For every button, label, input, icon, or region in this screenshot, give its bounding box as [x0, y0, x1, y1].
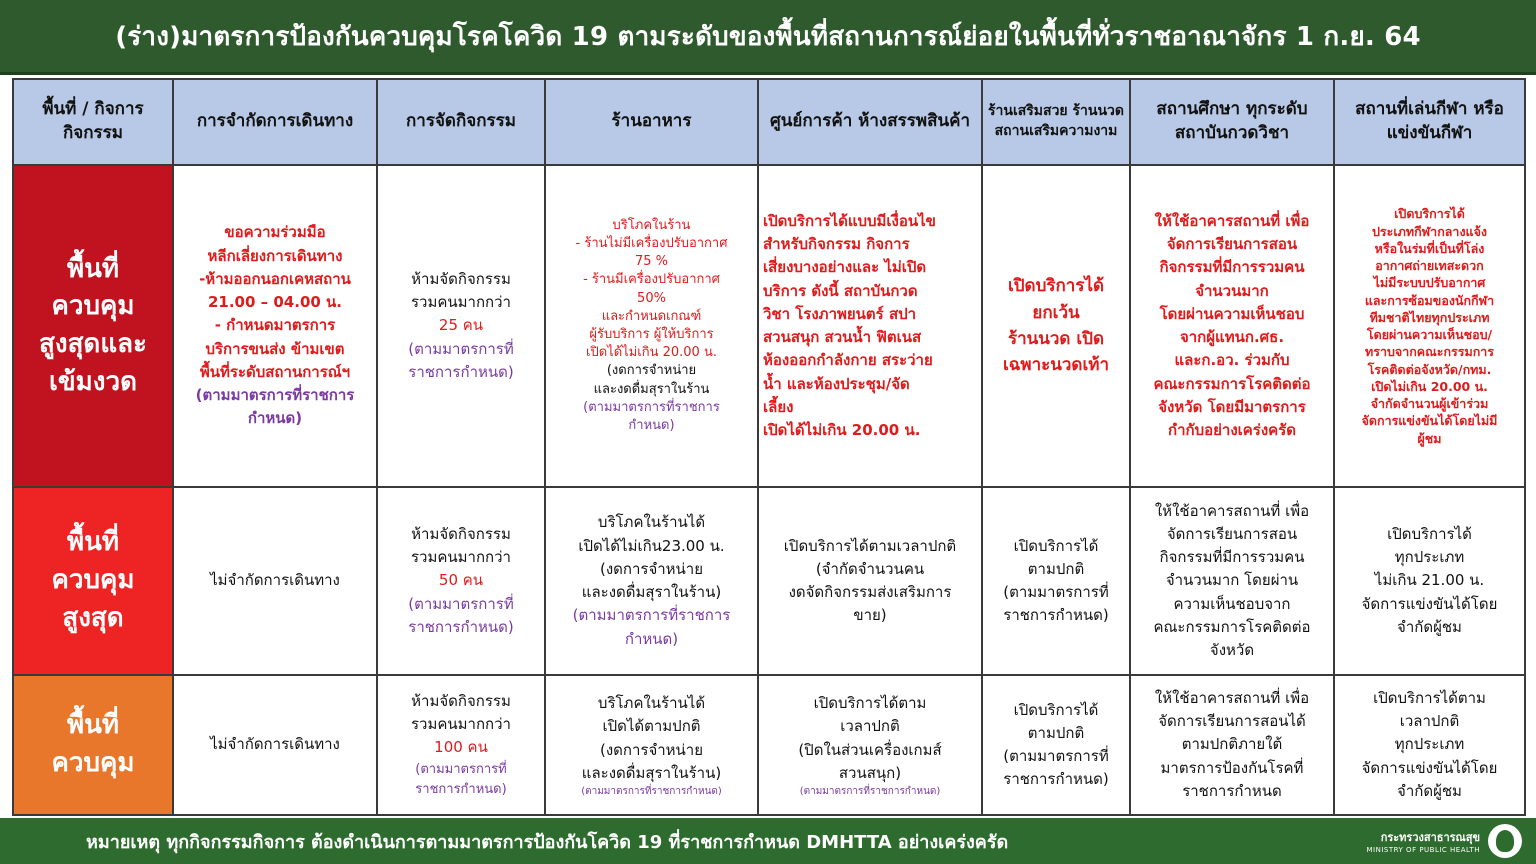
ministry-logo-icon	[1488, 824, 1522, 858]
cell-line: บริโภคในร้าน	[612, 217, 691, 233]
cell-line: จำกัดผู้ชม	[1397, 781, 1462, 800]
cell-line: บริการ ดังนี้ สถาบันกวด	[763, 281, 918, 300]
ministry-name-en: MINISTRY OF PUBLIC HEALTH	[1366, 846, 1480, 854]
cell-line: อากาศถ่ายเทสะดวก	[1375, 258, 1484, 273]
cell-line: เวลาปกติ	[1399, 712, 1460, 731]
cell-line: โดยผ่านความเห็นชอบ	[1159, 304, 1305, 323]
cell-line: โดยผ่านความเห็นชอบ/	[1366, 327, 1493, 342]
cell-line: 50 คน	[438, 571, 484, 590]
travel-cell	[173, 487, 377, 675]
activity-cell	[377, 487, 545, 675]
cell-line: ราชการกำหนด)	[408, 617, 514, 636]
cell-line: เปิดบริการได้	[1013, 700, 1099, 719]
cell-line: พื้นที่	[66, 253, 120, 284]
cell-line: ตามปกติภายใต้	[1181, 735, 1283, 754]
cell-line: คณะกรรมการโรคติดต่อ	[1153, 374, 1311, 393]
cell-line: จำกัดจำนวนผู้เข้าร่วม	[1370, 396, 1489, 411]
activity-cell	[377, 675, 545, 815]
ministry-badge	[1367, 822, 1522, 860]
cell-line: สูงสุดและ	[39, 329, 147, 359]
cell-line: ห้ามจัดกิจกรรม	[411, 691, 511, 710]
header-mall: ศูนย์การค้า ห้างสรรพสินค้า	[758, 79, 982, 165]
header-area: พื้นที่ / กิจการ กิจกรรม	[13, 79, 173, 165]
beauty-cell	[982, 165, 1130, 487]
cell-line: เปิดบริการได้	[1007, 276, 1105, 297]
cell-line: วิชา โรงภาพยนตร์ สปา	[763, 304, 917, 323]
activity-cell	[377, 165, 545, 487]
header-school: สถานศึกษา ทุกระดับ สถาบันกวดวิชา	[1130, 79, 1334, 165]
cell-line: เลี้ยง	[763, 397, 794, 416]
cell-line: ยกเว้น	[1032, 302, 1080, 323]
cell-line: ให้ใช้อาคารสถานที่ เพื่อ	[1154, 211, 1310, 230]
cell-line: 100 คน	[434, 738, 488, 757]
cell-line: รวมคนมากกว่า	[411, 548, 511, 567]
zone-highest-cell	[13, 487, 173, 675]
cell-line: ไม่มีระบบปรับอากาศ	[1373, 275, 1486, 291]
cell-line: ผู้ชม	[1417, 430, 1442, 446]
cell-line: ควบคุม	[51, 291, 135, 322]
cell-line: กำหนด)	[247, 409, 303, 428]
cell-line: ให้ใช้อาคารสถานที่ เพื่อ	[1154, 688, 1310, 707]
cell-line: ควบคุม	[51, 748, 135, 778]
travel-cell	[173, 165, 377, 487]
cell-line: ห้ามจัดกิจกรรม	[411, 269, 511, 288]
cell-line: และกำหนดเกณฑ์	[601, 308, 702, 324]
cell-line: (ตามมาตรการที่	[1003, 747, 1109, 765]
cell-line: จัดการแข่งขันได้โดย	[1361, 758, 1498, 777]
cell-line: ตามปกติ	[1027, 559, 1085, 578]
cell-line: (ตามมาตรการที่ราชการ	[572, 606, 731, 625]
ministry-name-th: กระทรวงสาธารณสุข	[1380, 831, 1480, 844]
cell-line: - กำหนดมาตรการ	[214, 316, 336, 335]
cell-line: และก.อว. ร่วมกับ	[1174, 351, 1290, 370]
mall-cell	[758, 165, 982, 487]
cell-line: เวลาปกติ	[840, 717, 900, 736]
cell-line: จำกัดผู้ชม	[1397, 617, 1462, 636]
cell-line: ทีมชาติไทยทุกประเภท	[1369, 309, 1490, 325]
cell-line: ความเห็นชอบจาก	[1173, 594, 1291, 613]
cell-line: บริการขนส่ง ข้ามเขต	[205, 339, 345, 358]
cell-line: (จำกัดจำนวนคน	[815, 559, 925, 578]
sport-cell	[1334, 165, 1525, 487]
cell-line: และการซ้อมของนักกีฬา	[1364, 292, 1495, 308]
header-beauty: ร้านเสริมสวย ร้านนวด สถานเสริมความงาม	[982, 79, 1130, 165]
cell-line: พื้นที่	[66, 710, 120, 741]
cell-line: น้ำ และห้องประชุม/จัด	[763, 374, 910, 393]
cell-line: สำหรับกิจกรรม กิจการ	[763, 235, 910, 253]
cell-line: สวนสนุก)	[838, 763, 902, 782]
cell-line: จัดการเรียนการสอน	[1166, 235, 1298, 253]
measures-table-wrapper	[12, 78, 1524, 816]
cell-line: ไม่จำกัดการเดินทาง	[210, 571, 340, 590]
cell-line: -ห้ามออกนอกเคหสถาน	[199, 269, 351, 288]
zone-highest-strict-cell	[13, 165, 173, 487]
header-sport: สถานที่เล่นกีฬา หรือแข่งขันกีฬา	[1334, 79, 1525, 165]
cell-line: (ตามมาตรการที่ราชการกำหนด)	[581, 786, 722, 797]
restaurant-cell	[545, 165, 758, 487]
cell-line: สูงสุด	[62, 602, 124, 633]
beauty-cell	[982, 675, 1130, 815]
cell-line: (งดการจำหน่าย	[606, 363, 697, 379]
cell-line: พื้นที่ระดับสถานการณ์ฯ	[199, 362, 351, 381]
cell-line: จังหวัด โดยมีมาตรการ	[1158, 397, 1306, 416]
cell-line: บริโภคในร้านได้	[597, 694, 706, 712]
footer-note	[0, 818, 1536, 864]
cell-line: จำนวนมาก โดยผ่าน	[1165, 571, 1299, 590]
cell-line: เฉพาะนวดเท้า	[1002, 355, 1110, 376]
cell-line: 75 %	[634, 254, 669, 270]
cell-line: (งดการจำหน่าย	[599, 740, 704, 759]
travel-cell	[173, 675, 377, 815]
cell-line: (ตามมาตรการที่ราชการ	[583, 399, 720, 415]
cell-line: ขอความร่วมมือ	[224, 223, 326, 242]
cell-line: ผู้รับบริการ ผู้ให้บริการ	[589, 327, 714, 342]
page-title-bar	[0, 0, 1536, 75]
measures-table	[12, 78, 1526, 816]
cell-line: เปิดได้ไม่เกิน23.00 น.	[578, 536, 725, 555]
sport-cell	[1334, 675, 1525, 815]
school-cell	[1130, 165, 1334, 487]
cell-line: - ร้านไม่มีเครื่องปรับอากาศ	[575, 236, 728, 252]
cell-line: (ตามมาตรการที่	[408, 594, 514, 613]
cell-line: เปิดได้ตามปกติ	[602, 717, 701, 736]
zone-control-cell	[13, 675, 173, 815]
cell-line: กำหนด)	[624, 629, 679, 648]
cell-line: (ตามมาตรการที่	[408, 339, 514, 358]
footer-text: หมายเหตุ ทุกกิจกรรมกิจการ ต้องดำเนินการตามมาตรการป้องกันโควิด 19 ที่ราชการกำหนด DMHTTA อย่างเคร่งครัด	[86, 831, 1009, 853]
cell-line: รวมคนมากกว่า	[411, 293, 511, 312]
restaurant-cell	[545, 675, 758, 815]
cell-line: ทุกประเภท	[1394, 548, 1465, 567]
cell-line: หรือในร่มที่เป็นที่โล่ง	[1374, 240, 1485, 256]
cell-line: ขาย)	[853, 606, 887, 625]
table-row-highest	[13, 487, 1525, 675]
cell-line: ประเภทกีฬากลางแจ้ง	[1371, 223, 1488, 239]
cell-line: ไม่จำกัดการเดินทาง	[210, 735, 340, 754]
cell-line: ตามปกติ	[1027, 723, 1085, 742]
cell-line: ราชการกำหนด)	[1003, 606, 1109, 625]
cell-line: ราชการกำหนด)	[1003, 770, 1109, 789]
cell-line: งดจัดกิจกรรมส่งเสริมการ	[788, 583, 952, 601]
cell-line: โรคติดต่อจังหวัด/กทม.	[1367, 361, 1492, 377]
school-cell	[1130, 675, 1334, 815]
cell-line: ทุกประเภท	[1394, 735, 1465, 754]
cell-line: และงดดื่มสุราในร้าน)	[581, 763, 722, 782]
cell-line: ราชการกำหนด)	[415, 781, 507, 797]
restaurant-cell	[545, 487, 758, 675]
cell-line: (ตามมาตรการที่	[1003, 583, 1109, 601]
cell-line: จากผู้แทนก.ศธ.	[1179, 328, 1285, 346]
cell-line: 25 คน	[438, 316, 484, 335]
cell-line: เปิดบริการได้	[1387, 524, 1472, 543]
cell-line: สวนสนุก สวนน้ำ ฟิตเนส	[763, 328, 922, 346]
sport-cell	[1334, 487, 1525, 675]
cell-line: รวมคนมากกว่า	[411, 715, 511, 734]
cell-line: จัดการแข่งขันได้โดย	[1361, 594, 1498, 613]
cell-line: และงดดื่มสุราในร้าน	[593, 381, 710, 397]
cell-line: 50%	[637, 290, 666, 306]
cell-line: (ตามมาตรการที่ราชการกำหนด)	[799, 786, 941, 797]
cell-line: (งดการจำหน่าย	[599, 559, 704, 578]
cell-line: ให้ใช้อาคารสถานที่ เพื่อ	[1154, 501, 1310, 520]
cell-line: จังหวัด	[1209, 641, 1255, 660]
mall-cell	[758, 675, 982, 815]
cell-line: (ปิดในส่วนเครื่องเกมส์	[798, 740, 942, 759]
page-title: (ร่าง)มาตรการป้องกันควบคุมโรคโควิด 19 ตามระดับของพื้นที่สถานการณ์ย่อยในพื้นที่ทั่วราชอาณาจักร 1 ก.ย. 64	[115, 21, 1421, 52]
cell-line: เปิดได้ไม่เกิน 20.00 น.	[586, 345, 717, 361]
cell-line: และงดดื่มสุราในร้าน)	[581, 583, 722, 601]
cell-line: พื้นที่	[66, 527, 120, 558]
cell-line: เสี่ยงบางอย่างและ ไม่เปิด	[763, 258, 927, 277]
cell-line: บริโภคในร้านได้	[597, 513, 706, 532]
table-row-highest-strict	[13, 165, 1525, 487]
cell-line: เปิดบริการได้ตามเวลาปกติ	[783, 536, 957, 555]
cell-line: จัดการแข่งขันได้โดยไม่มี	[1361, 413, 1498, 429]
cell-line: (ตามมาตรการที่ราชการ	[195, 386, 355, 405]
cell-line: กำกับอย่างเคร่งครัด	[1167, 421, 1297, 439]
cell-line: เข้มงวด	[49, 366, 137, 397]
cell-line: เปิดบริการได้ตาม	[1373, 688, 1486, 707]
cell-line: หลีกเลี่ยงการเดินทาง	[207, 246, 343, 265]
school-cell	[1130, 487, 1334, 675]
cell-line: เปิดไม่เกิน 20.00 น.	[1371, 378, 1488, 394]
cell-line: - ร้านมีเครื่องปรับอากาศ	[583, 272, 720, 288]
cell-line: เปิดบริการได้ตาม	[813, 694, 927, 712]
cell-line: จำนวนมาก	[1195, 281, 1269, 300]
cell-line: เปิดบริการได้แบบมีเงื่อนไข	[763, 211, 936, 230]
cell-line: เปิดบริการได้	[1394, 206, 1465, 222]
cell-line: (ตามมาตรการที่	[415, 761, 507, 777]
cell-line: กำหนด)	[628, 417, 675, 433]
cell-line: ร้านนวด เปิด	[1007, 329, 1105, 349]
header-restaurant: ร้านอาหาร	[545, 79, 758, 165]
cell-line: กิจกรรมที่มีการรวมคน	[1159, 548, 1305, 567]
cell-line: มาตรการป้องกันโรคที่	[1160, 758, 1304, 777]
beauty-cell	[982, 487, 1130, 675]
cell-line: ไม่เกิน 21.00 น.	[1374, 571, 1485, 590]
cell-line: คณะกรรมการโรคติดต่อ	[1153, 617, 1311, 636]
cell-line: จัดการเรียนการสอนได้	[1158, 712, 1306, 731]
cell-line: จัดการเรียนการสอน	[1166, 524, 1298, 543]
cell-line: เปิดได้ไม่เกิน 20.00 น.	[763, 421, 921, 439]
cell-line: ราชการกำหนด	[1182, 781, 1282, 800]
header-activity: การจัดกิจกรรม	[377, 79, 545, 165]
cell-line: ทราบจากคณะกรรมการ	[1364, 344, 1495, 360]
cell-line: ควบคุม	[51, 565, 135, 596]
cell-line: 21.00 – 04.00 น.	[207, 293, 342, 312]
cell-line: ห้ามจัดกิจกรรม	[411, 524, 511, 543]
cell-line: กิจกรรมที่มีการรวมคน	[1159, 258, 1305, 277]
header-travel: การจำกัดการเดินทาง	[173, 79, 377, 165]
cell-line: ราชการกำหนด)	[408, 362, 514, 381]
cell-line: ห้องออกกำลังกาย สระว่าย	[763, 351, 933, 370]
table-row-control	[13, 675, 1525, 815]
mall-cell	[758, 487, 982, 675]
cell-line: เปิดบริการได้	[1013, 536, 1099, 555]
